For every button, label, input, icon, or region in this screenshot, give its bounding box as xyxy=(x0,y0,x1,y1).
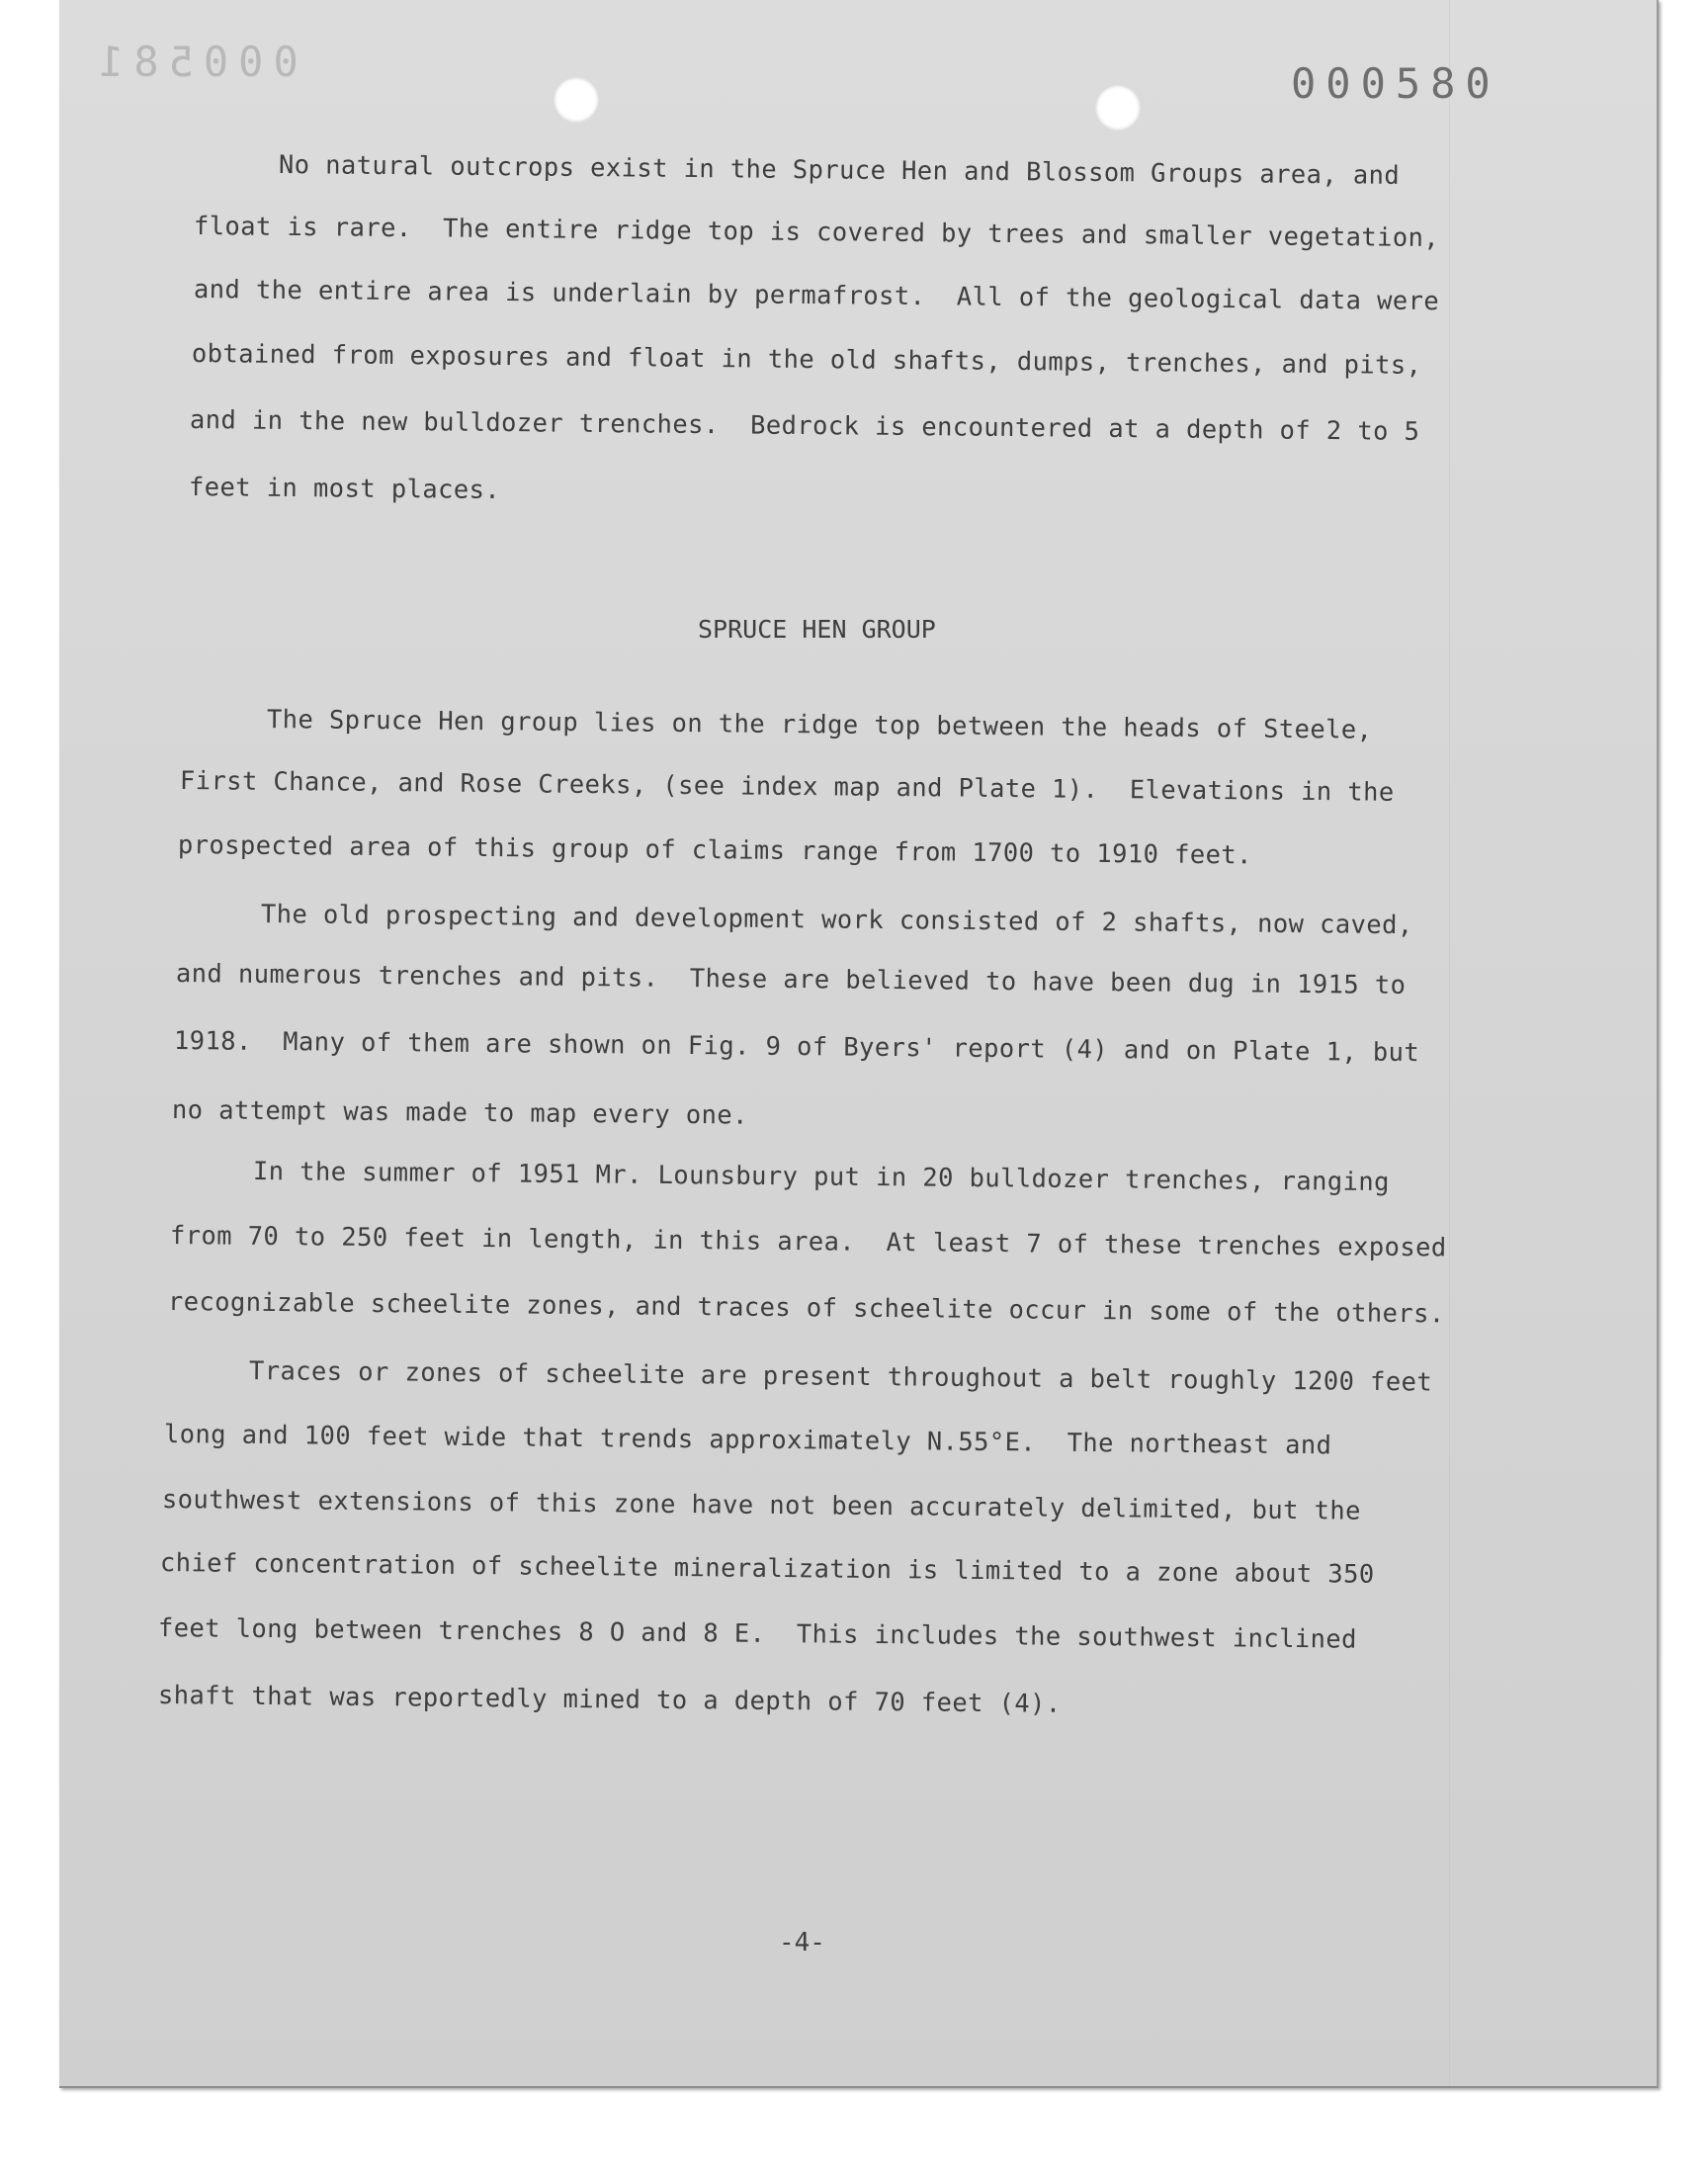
text-line: chief concentration of scheelite mineralization is limited to a zone about 350 xyxy=(159,1548,1375,1590)
text-line: No natural outcrops exist in the Spruce Hen and Blossom Groups area, and xyxy=(278,150,1401,191)
punch-hole-right xyxy=(1095,85,1141,130)
text-line: prospected area of this group of claims range from 1700 to 1910 feet. xyxy=(177,830,1253,871)
text-line: southwest extensions of this zone have not been accurately delimited, but the xyxy=(161,1485,1362,1526)
text-line: shaft that was reportedly mined to a depth of 70 feet (4). xyxy=(157,1681,1062,1719)
text-line: Traces or zones of scheelite are present throughout a belt roughly 1200 feet xyxy=(248,1356,1433,1398)
text-line: feet long between trenches 8 O and 8 E. This includes the southwest inclined xyxy=(157,1613,1358,1655)
text-line: and the entire area is underlain by permafrost. All of the geological data were xyxy=(193,275,1440,317)
text-line: recognizable scheelite zones, and traces of scheelite occur in some of the others. xyxy=(167,1287,1445,1330)
section-heading: SPRUCE HEN GROUP xyxy=(698,615,936,644)
text-line: In the summer of 1951 Mr. Lounsbury put in 20 bulldozer trenches, ranging xyxy=(252,1157,1391,1198)
text-line: feet in most places. xyxy=(188,473,501,506)
text-line: long and 100 feet wide that trends approximately N.55°E. The northeast and xyxy=(163,1420,1332,1461)
scan-edge-line xyxy=(1449,0,1450,2086)
text-line: no attempt was made to map every one. xyxy=(171,1095,748,1131)
text-line: and numerous trenches and pits. These are believed to have been dug in 1915 to xyxy=(175,959,1407,1000)
document-number-stamp: 000580 xyxy=(1291,59,1500,108)
text-line: The Spruce Hen group lies on the ridge top between the heads of Steele, xyxy=(266,705,1373,745)
text-line: The old prospecting and development work consisted of 2 shafts, now caved, xyxy=(260,900,1413,941)
text-line: First Chance, and Rose Creeks, (see index map and Plate 1). Elevations in the xyxy=(179,766,1395,808)
punch-hole-left xyxy=(554,77,599,123)
text-line: 1918. Many of them are shown on Fig. 9 of Byers' report (4) and on Plate 1, but xyxy=(173,1026,1420,1069)
bleed-through-stamp: 000581 xyxy=(89,38,299,86)
text-line: obtained from exposures and float in the old shafts, dumps, trenches, and pits, xyxy=(191,339,1422,381)
text-line: and in the new bulldozer trenches. Bedrock is encountered at a depth of 2 to 5 xyxy=(189,405,1420,447)
text-line: from 70 to 250 feet in length, in this area. At least 7 of these trenches exposed xyxy=(169,1221,1447,1263)
page-number: -4- xyxy=(779,1928,825,1958)
text-line: float is rare. The entire ridge top is covered by trees and smaller vegetation, xyxy=(193,212,1440,254)
